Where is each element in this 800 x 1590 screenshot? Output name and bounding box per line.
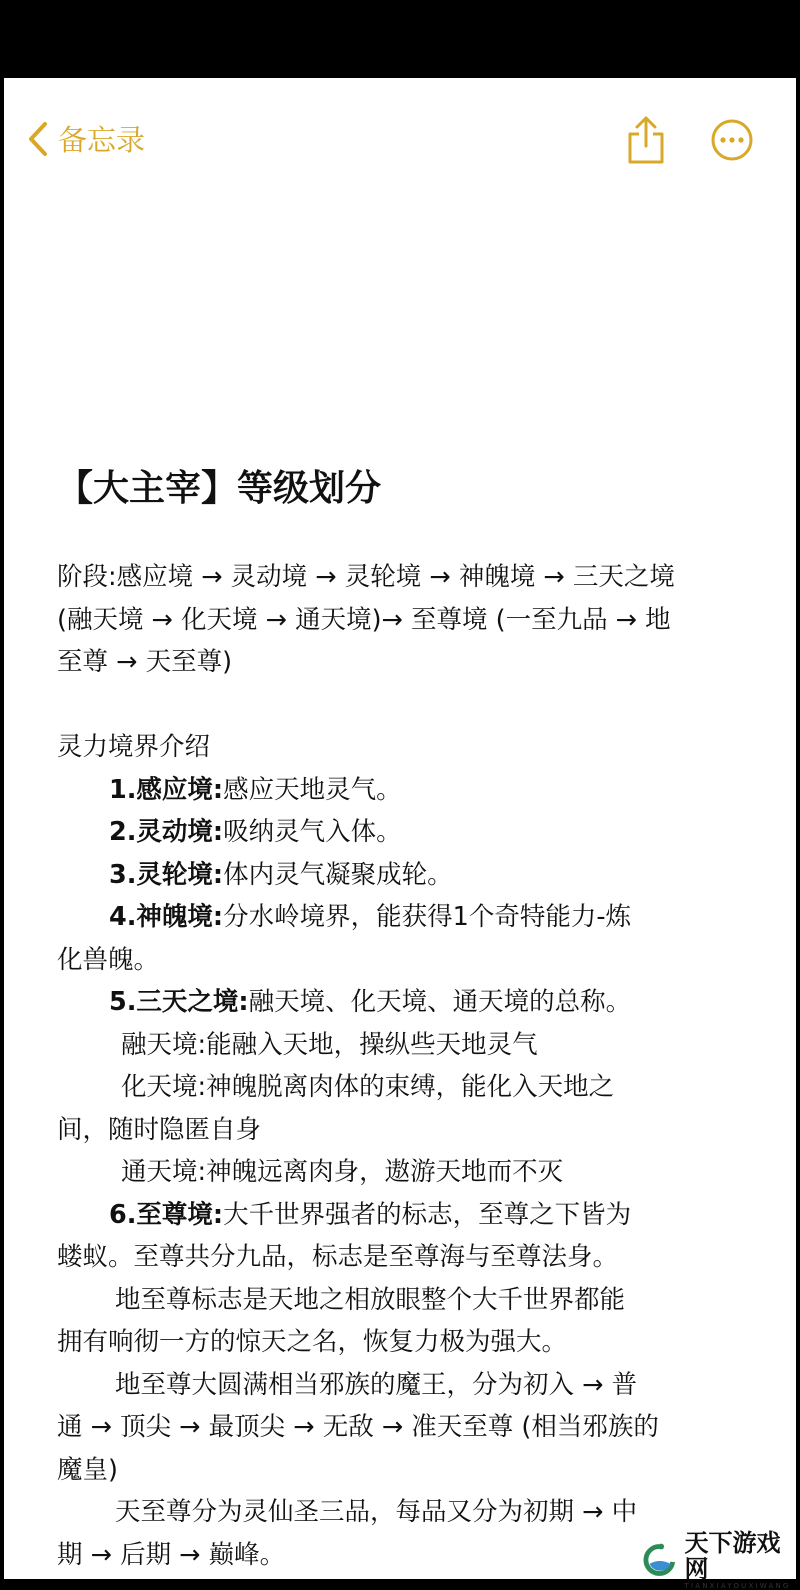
stage-label: 6.至尊境: <box>109 1200 223 1230</box>
note-line: 天至尊分为灵仙圣三品，每品又分为初期 → 中 <box>57 1491 675 1534</box>
note-line: 地至尊大圆满相当邪族的魔王，分为初入 → 普 <box>57 1364 675 1407</box>
stage-label: 2.灵动境: <box>109 817 223 847</box>
blank-line <box>57 684 675 727</box>
stage-desc: 体内灵气凝聚成轮。 <box>223 860 453 890</box>
stage-desc: 感应天地灵气。 <box>223 775 402 805</box>
chevron-left-icon <box>28 122 48 156</box>
watermark-sub: TIANXIAYOUXIWANG <box>685 1582 800 1590</box>
stage-desc: 融天境、化天境、通天境的总称。 <box>249 987 632 1017</box>
note-title: 【大主宰】等级划分 <box>57 460 381 511</box>
stage-desc: 大千世界强者的标志，至尊之下皆为 <box>223 1200 631 1230</box>
note-line: 阶段:感应境 → 灵动境 → 灵轮境 → 神魄境 → 三天之境 <box>57 556 675 599</box>
stage-label: 1.感应境: <box>109 775 223 805</box>
note-line <box>57 769 675 812</box>
share-icon[interactable] <box>626 114 666 166</box>
dragon-logo-icon <box>640 1540 679 1580</box>
note-line: 通天境:神魄远离肉身，遨游天地而不灭 <box>57 1151 675 1194</box>
note-body <box>57 556 675 1576</box>
note-line: 融天境:能融入天地，操纵些天地灵气 <box>57 1024 675 1067</box>
note-line <box>57 811 675 854</box>
notes-screen <box>4 78 796 1579</box>
stage-label: 5.三天之境: <box>109 987 249 1017</box>
note-line <box>57 896 675 939</box>
note-line: 化兽魄。 <box>57 939 675 982</box>
note-line: 灵力境界介绍 <box>57 726 675 769</box>
stage-label: 4.神魄境: <box>109 902 223 932</box>
note-line <box>57 981 675 1024</box>
note-line: 间，随时隐匿自身 <box>57 1109 675 1152</box>
note-line: 拥有响彻一方的惊天之名，恢复力极为强大。 <box>57 1321 675 1364</box>
back-label: 备忘录 <box>58 118 145 159</box>
more-icon[interactable] <box>710 118 754 162</box>
watermark-logo <box>640 1530 800 1590</box>
note-line <box>57 854 675 897</box>
watermark-name: 天下游戏网 <box>685 1530 800 1582</box>
note-line: 通 → 顶尖 → 最顶尖 → 无敌 → 准天至尊 (相当邪族的 <box>57 1406 675 1449</box>
note-line <box>57 1194 675 1237</box>
stage-desc: 分水岭境界，能获得1个奇特能力-炼 <box>223 902 631 932</box>
stage-label: 3.灵轮境: <box>109 860 223 890</box>
note-line: (融天境 → 化天境 → 通天境)→ 至尊境 (一至九品 → 地 <box>57 599 675 642</box>
note-line: 魔皇) <box>57 1449 675 1492</box>
note-line: 地至尊标志是天地之相放眼整个大千世界都能 <box>57 1279 675 1322</box>
note-line: 化天境:神魄脱离肉体的束缚，能化入天地之 <box>57 1066 675 1109</box>
back-button[interactable] <box>28 118 145 159</box>
nav-bar <box>4 78 796 188</box>
note-line: 蝼蚁。至尊共分九品，标志是至尊海与至尊法身。 <box>57 1236 675 1279</box>
note-line: 至尊 → 天至尊) <box>57 641 675 684</box>
note-line: 期 → 后期 → 巅峰。 <box>57 1534 675 1577</box>
stage-desc: 吸纳灵气入体。 <box>223 817 402 847</box>
